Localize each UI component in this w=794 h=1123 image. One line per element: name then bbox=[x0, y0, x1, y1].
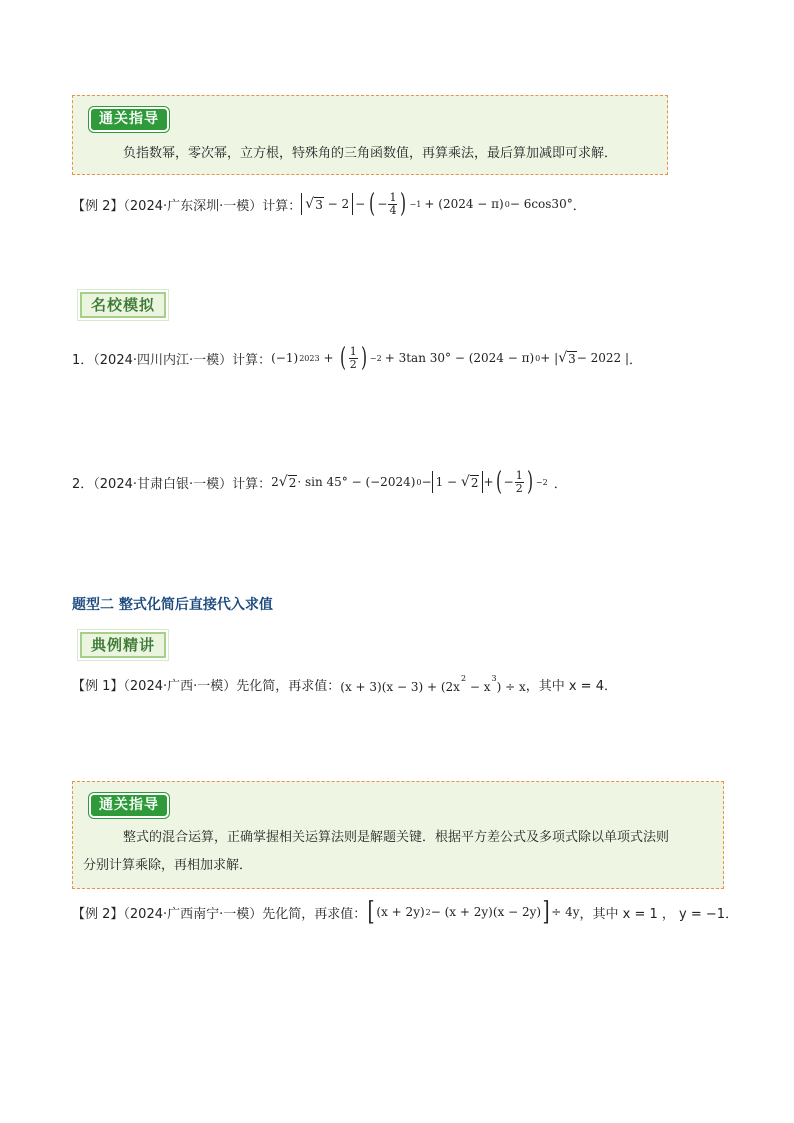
tip-box-1 bbox=[72, 95, 668, 175]
problem-1: 1．（2024·四川内江·一模）计算： (−1) 2023 + ( $\frac{1}{2}$ ) −2 + 3tan 30° − (2024 − π) 0 + | √ 3 − 2022 | ． bbox=[72, 343, 643, 373]
tip-text-2-line-2: 分别计算乘除，再相加求解． bbox=[83, 858, 253, 873]
math-expression: 2 √ 2 · sin 45° − (−2024) 0 − 1 − √ 2 + ( − $\frac{1}{2}$ ) −2 bbox=[271, 467, 548, 497]
example-1-guangxi: 【例 1】（2024·广西·一模）先化简，再求值： $(x + 3)(x - 3) + (2x^2 - x^3) \div x$ ，其中 x = 4． bbox=[72, 674, 617, 694]
tip-box-2 bbox=[72, 781, 724, 889]
tip-badge-1: 通关指导 bbox=[89, 107, 169, 132]
math-expression: √ 3 − 2 − ( − $\frac{1}{4}$ ) −1 + (2024 − π) 0 − 6cos30° bbox=[301, 191, 572, 217]
example-prefix: 【例 2】（2024·广西南宁·一模）先化简，再求值： bbox=[72, 906, 367, 922]
section-label-examples: 典例精讲 bbox=[80, 632, 166, 658]
example-prefix: 【例 1】（2024·广西·一模）先化简，再求值： bbox=[72, 678, 341, 694]
tip-text-2-line-1: 整式的混合运算，正确掌握相关运算法则是解题关键．根据平方差公式及多项式除以单项式法则 bbox=[123, 830, 670, 845]
problem-1-prefix: 1．（2024·四川内江·一模）计算： bbox=[72, 352, 272, 368]
example-2-shenzhen: 【例 2】（2024·广东深圳·一模）计算： √ 3 − 2 − ( − $\frac{1}{4}$ ) −1 + (2024 − π) 0 − 6cos30° ． bbox=[72, 189, 586, 219]
problem-2: 2．（2024·甘肃白银·一模）计算： 2 √ 2 · sin 45° − (−2024) 0 − 1 − √ 2 + ( − $\frac{1}{2}$ ) −2 ． bbox=[72, 467, 567, 497]
problem-2-prefix: 2．（2024·甘肃白银·一模）计算： bbox=[72, 476, 272, 492]
tip-text-1: 负指数幂，零次幂，立方根，特殊角的三角函数值，再算乘法，最后算加减即可求解． bbox=[123, 146, 618, 161]
section-heading-type-2: 题型二 整式化简后直接代入求值 bbox=[72, 597, 273, 613]
example-prefix: 【例 2】（2024·广东深圳·一模）计算： bbox=[72, 198, 302, 214]
math-expression: (−1) 2023 + ( $\frac{1}{2}$ ) −2 + 3tan 30° − (2024 − π) 0 + | √ 3 − 2022 | bbox=[271, 343, 630, 373]
math-expression: [ (x + 2y) 2 − (x + 2y)(x − 2y) ] ÷ 4y bbox=[367, 897, 580, 927]
tip-badge-2: 通关指导 bbox=[89, 793, 169, 818]
section-label-mock: 名校模拟 bbox=[80, 292, 166, 318]
math-expression: $(x + 3)(x - 3) + (2x^2 - x^3) \div x$ bbox=[340, 674, 526, 694]
example-2-nanning: 【例 2】（2024·广西南宁·一模）先化简，再求值： [ (x + 2y) 2 − (x + 2y)(x − 2y) ] ÷ 4y ，其中 x = 1 ， y = −1． bbox=[72, 897, 739, 927]
